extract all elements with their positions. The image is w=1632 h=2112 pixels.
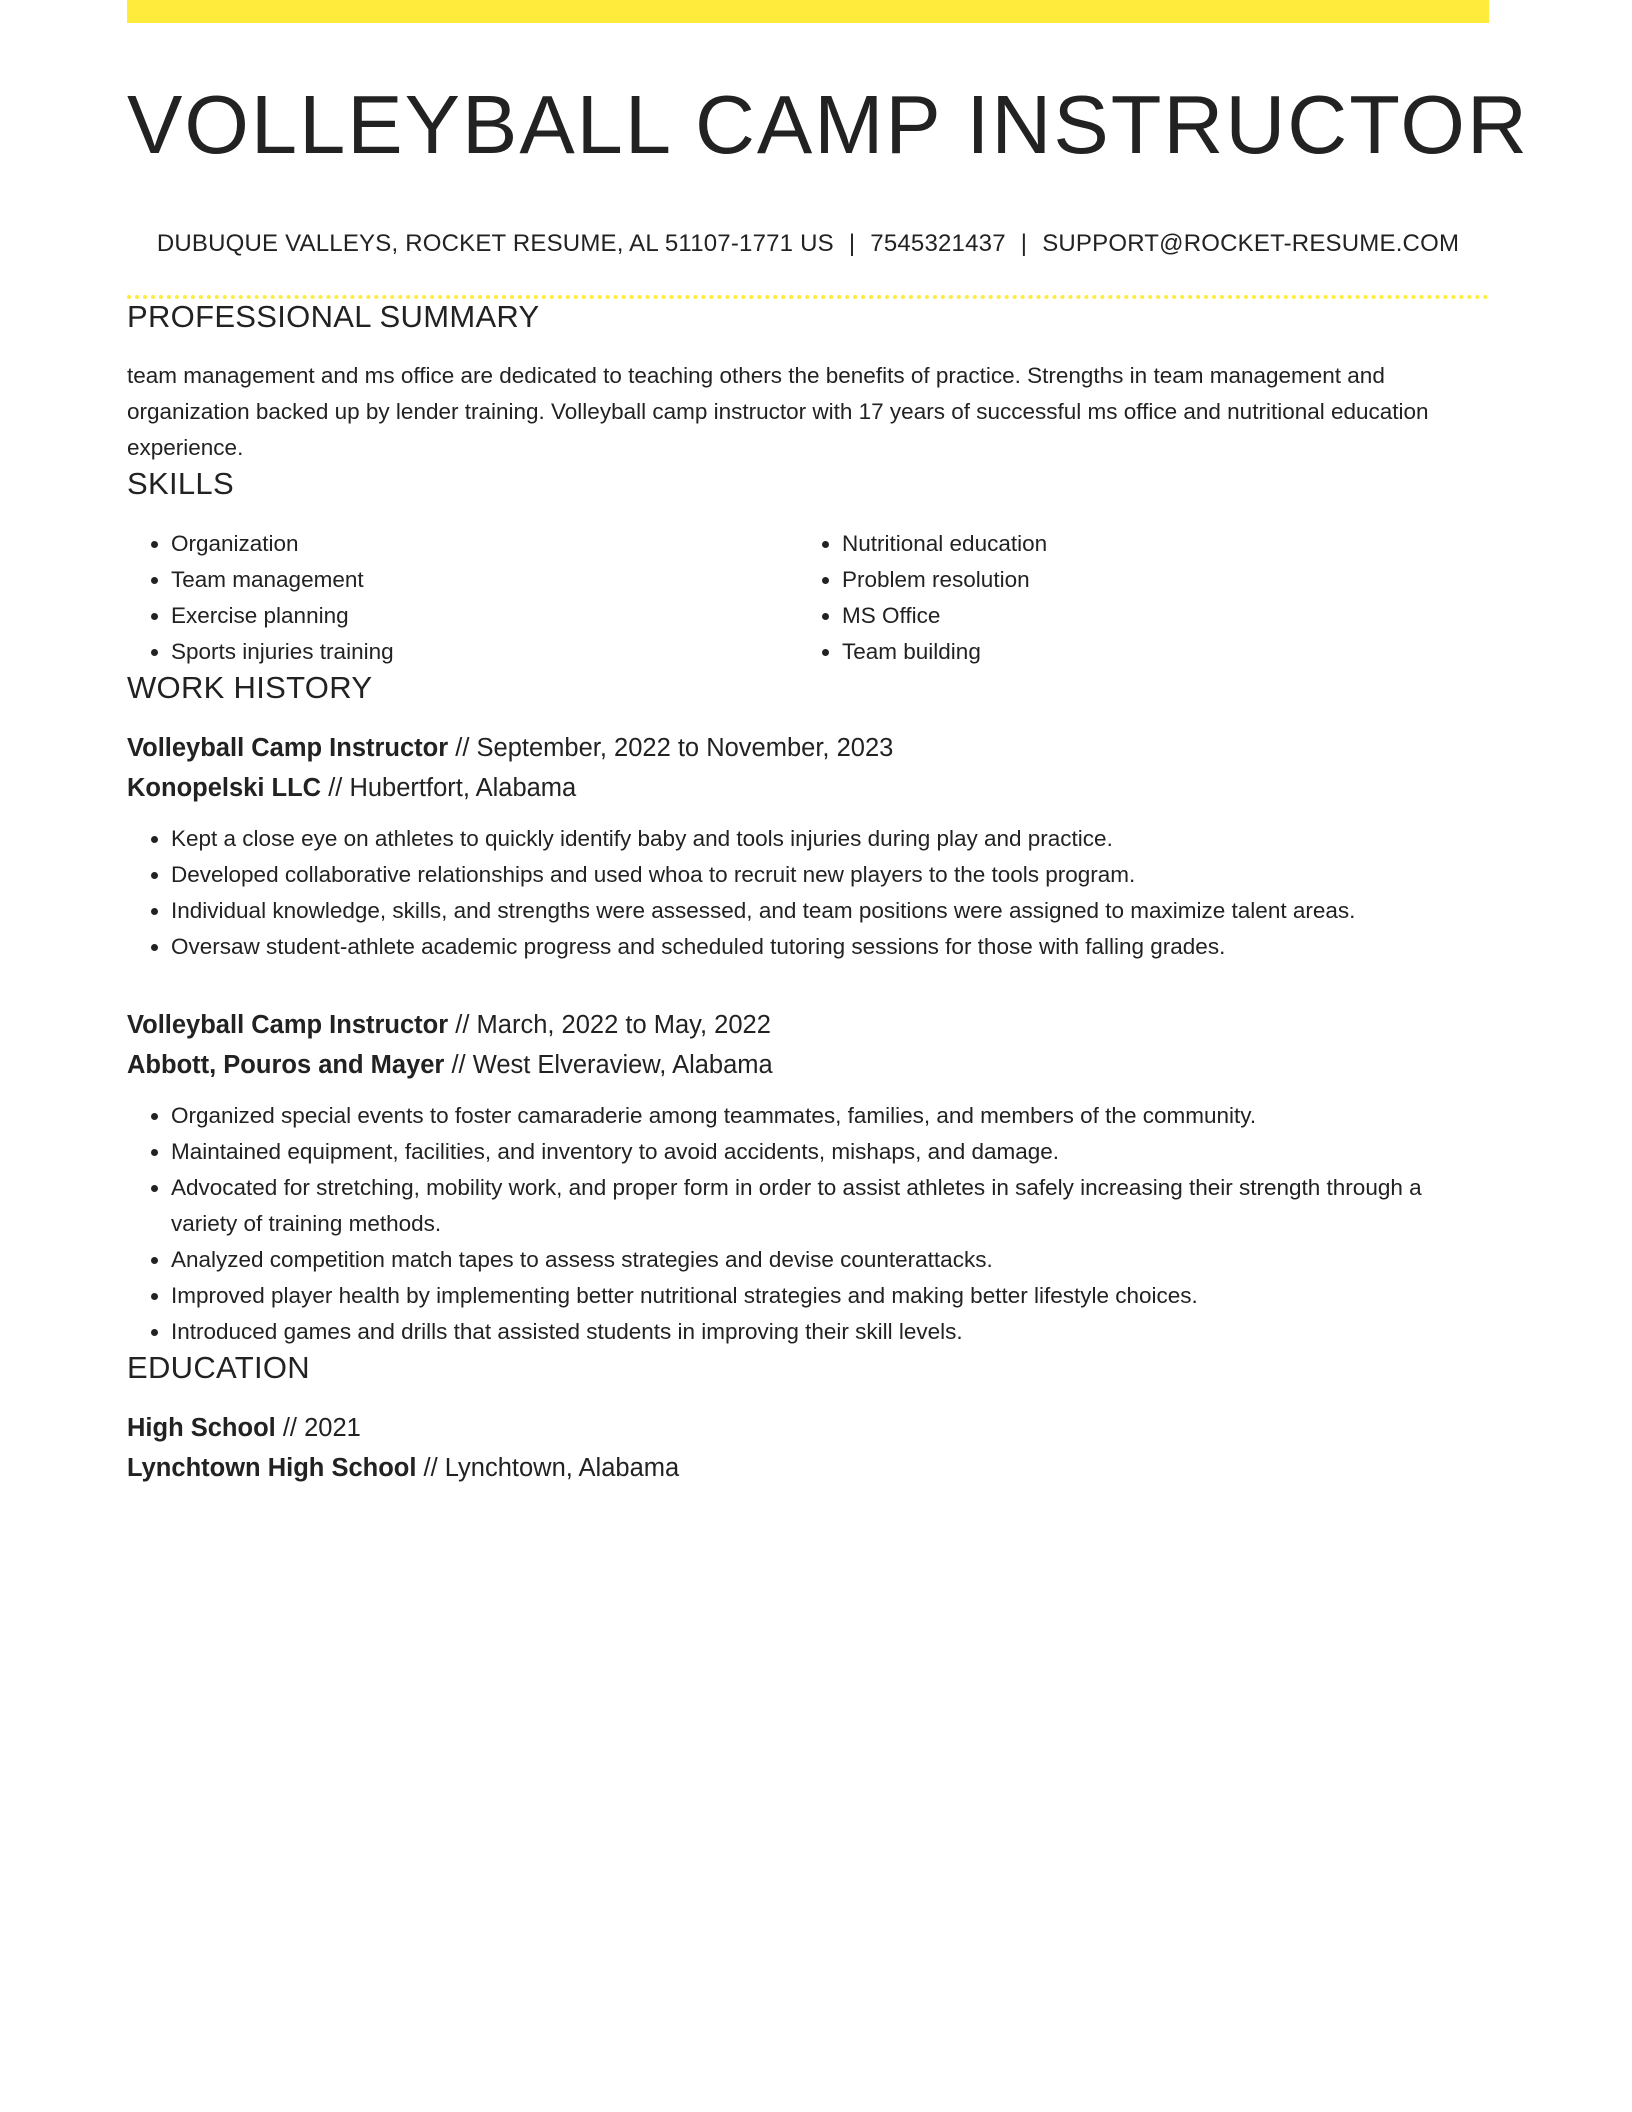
job-company: Abbott, Pouros and Mayer [127, 1051, 445, 1079]
contact-email: SUPPORT@ROCKET-RESUME.COM [1042, 230, 1460, 257]
job-dates: // March, 2022 to May, 2022 [455, 1011, 771, 1039]
education-school-line [127, 1448, 1489, 1488]
contact-address: DUBUQUE VALLEYS, ROCKET RESUME, AL 51107-1771 US [156, 230, 834, 257]
job-location: // West Elveraview, Alabama [451, 1051, 773, 1079]
job-duties-list [127, 1098, 1489, 1350]
skill-item: • Exercise planning [171, 598, 798, 634]
skills-list-right [798, 526, 1469, 670]
education-degree: High School [127, 1414, 276, 1442]
job-duty: • Introduced games and drills that assisted students in improving their skill levels. [171, 1314, 1489, 1350]
education-heading: EDUCATION [127, 1350, 310, 1385]
job-duty: • Maintained equipment, facilities, and inventory to avoid accidents, mishaps, and damage. [171, 1134, 1489, 1170]
summary-heading: PROFESSIONAL SUMMARY [127, 299, 540, 334]
education-year: // 2021 [282, 1414, 361, 1442]
contact-phone: 7545321437 [870, 230, 1006, 257]
job-duty: • Advocated for stretching, mobility work, and proper form in order to assist athletes in safely increasing their strength through a variety of training methods. [171, 1170, 1489, 1242]
skill-item: • Team management [171, 562, 798, 598]
job-duty: • Individual knowledge, skills, and strengths were assessed, and team positions were assigned to maximize talent areas. [171, 893, 1489, 929]
job-company: Konopelski LLC [127, 774, 322, 802]
skill-item: • Sports injuries training [171, 634, 798, 670]
skills-columns [127, 526, 1489, 670]
job-duty: • Analyzed competition match tapes to assess strategies and devise counterattacks. [171, 1242, 1489, 1278]
contact-separator: | [848, 230, 856, 257]
job-location: // Hubertfort, Alabama [328, 774, 577, 802]
skills-heading: SKILLS [127, 466, 234, 501]
skill-item: • Organization [171, 526, 798, 562]
job-duty: • Kept a close eye on athletes to quickly identify baby and tools injuries during play and practice. [171, 821, 1489, 857]
education-school: Lynchtown High School [127, 1454, 417, 1482]
education-degree-line [127, 1408, 1489, 1448]
skills-list-left [127, 526, 798, 670]
job-duty: • Developed collaborative relationships and used whoa to recruit new players to the tools program. [171, 857, 1489, 893]
summary-text: team management and ms office are dedicated to teaching others the benefits of practice. Strengths in team management and organization backed up by lender training. Volleyball camp instructor with 17 years of successful ms office and nutritional education experience. [127, 363, 1429, 460]
job-entry [127, 728, 1489, 965]
job-company-line [127, 1045, 1489, 1085]
job-company-line [127, 768, 1489, 808]
contact-line [127, 230, 1489, 258]
skill-item: • Problem resolution [842, 562, 1469, 598]
job-duty: • Organized special events to foster camaraderie among teammates, families, and members of the community. [171, 1098, 1489, 1134]
job-duties-list [127, 821, 1489, 965]
skill-item: • MS Office [842, 598, 1469, 634]
accent-top-bar [127, 0, 1489, 23]
job-role-line [127, 1005, 1489, 1045]
skill-item: • Nutritional education [842, 526, 1469, 562]
job-role-line [127, 728, 1489, 768]
job-duty: • Improved player health by implementing better nutritional strategies and making better lifestyle choices. [171, 1278, 1489, 1314]
candidate-name: VOLLEYBALL CAMP INSTRUCTOR [127, 78, 1529, 171]
skill-item: • Team building [842, 634, 1469, 670]
job-dates: // September, 2022 to November, 2023 [455, 734, 894, 762]
contact-separator: | [1020, 230, 1028, 257]
job-duty: • Oversaw student-athlete academic progress and scheduled tutoring sessions for those with falling grades. [171, 929, 1489, 965]
job-role: Volleyball Camp Instructor [127, 734, 449, 762]
job-entry [127, 1005, 1489, 1350]
job-role: Volleyball Camp Instructor [127, 1011, 449, 1039]
work-history-heading: WORK HISTORY [127, 670, 373, 705]
education-location: // Lynchtown, Alabama [423, 1454, 680, 1482]
resume-page [127, 0, 1529, 1488]
